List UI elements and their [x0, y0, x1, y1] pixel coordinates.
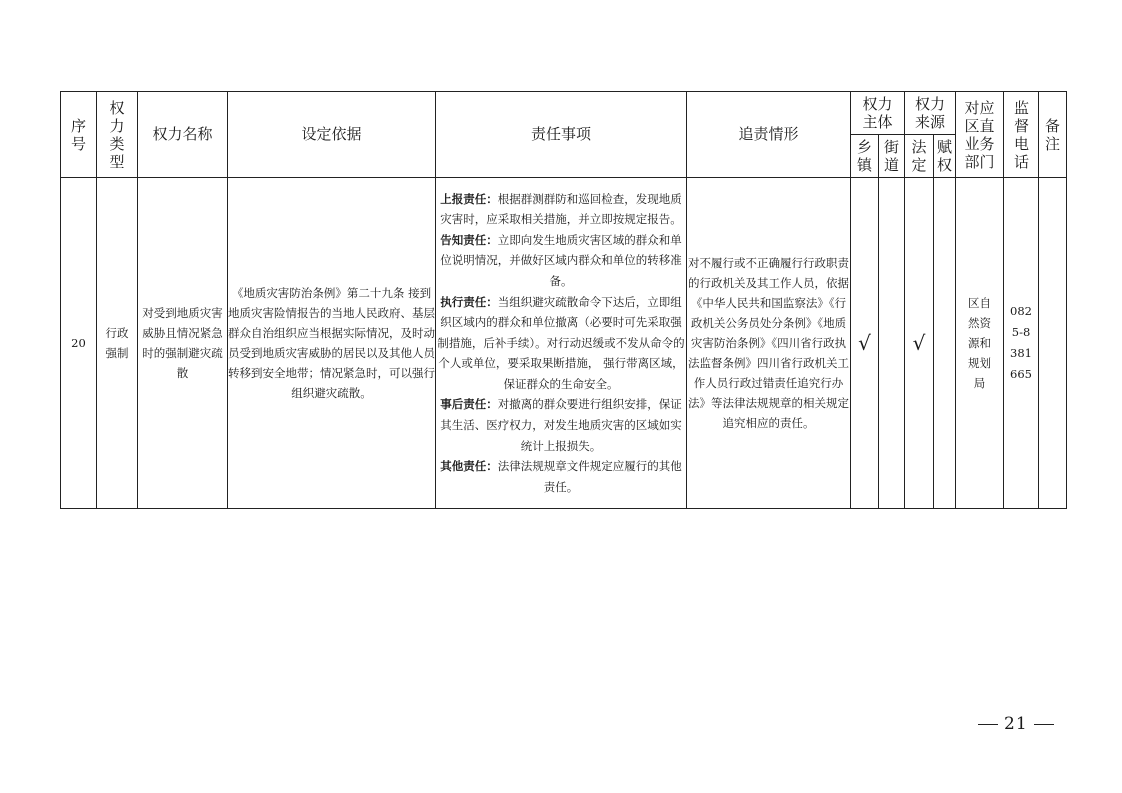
- header-row-top: [61, 92, 1067, 135]
- header-subject-street: 街道: [879, 135, 905, 178]
- header-power-name: 权力名称: [138, 92, 228, 178]
- row-granted-check: [934, 178, 956, 509]
- header-remark: 备注: [1039, 92, 1067, 178]
- row-legal-check: √: [905, 178, 934, 509]
- row-town-check: √: [851, 178, 879, 509]
- resp-item-after: 事后责任：对撤离的群众要进行组织安排，保证其生活、医疗权力，对发生地质灾害的区域如实统计上报损失。: [440, 397, 682, 453]
- row-dept: 区自然资源和规划局: [956, 178, 1004, 509]
- header-accountability: 追责情形: [687, 92, 851, 178]
- row-accountability: 对不履行或不正确履行行政职责的行政机关及其工作人员，依据《中华人民共和国监察法》《行政机关公务员处分条例》《地质灾害防治条例》《四川省行政执法监督条例》四川省行政机关工作人员行政过错责任追究行办法》等法律法规规章的相关规定追究相应的责任。: [687, 178, 851, 509]
- table-row: [61, 178, 1067, 509]
- row-remark: [1039, 178, 1067, 509]
- power-list-table: [60, 91, 1067, 509]
- row-responsibilities: [436, 178, 687, 509]
- resp-item-other: 其他责任：法律法规规章文件规定应履行的其他责任。: [440, 459, 682, 494]
- header-source-legal: 法定: [905, 135, 934, 178]
- header-dept: 对应区直业务部门: [956, 92, 1004, 178]
- row-power-type: 行政强制: [97, 178, 138, 509]
- header-seq: 序号: [61, 92, 97, 178]
- row-seq: 20: [61, 178, 97, 509]
- header-source-granted: 赋权: [934, 135, 956, 178]
- header-power-type: 权力类型: [97, 92, 138, 178]
- header-subject-town: 乡镇: [851, 135, 879, 178]
- page-footer: [972, 714, 1060, 734]
- header-basis: 设定依据: [228, 92, 436, 178]
- header-subject: 权力主体: [851, 92, 905, 135]
- page-number: 21: [1004, 714, 1028, 734]
- header-source: 权力来源: [905, 92, 956, 135]
- footer-dash-left: [978, 724, 998, 725]
- resp-item-notify: 告知责任：立即向发生地质灾害区域的群众和单位说明情况，并做好区域内群众和单位的转移准备。: [440, 232, 682, 288]
- row-street-check: [879, 178, 905, 509]
- header-responsibility: 责任事项: [436, 92, 687, 178]
- row-power-name: 对受到地质灾害威胁且情况紧急时的强制避灾疏散: [138, 178, 228, 509]
- resp-item-report: 上报责任：根据群测群防和巡回检查，发现地质灾害时，应采取相关措施，并立即按规定报告。: [440, 191, 682, 227]
- row-phone: 0825-8381665: [1004, 178, 1039, 509]
- footer-dash-right: [1034, 724, 1054, 725]
- row-basis: 《地质灾害防治条例》第二十九条 接到地质灾害险情报告的当地人民政府、基层群众自治组织应当根据实际情况，及时动员受到地质灾害威胁的居民以及其他人员转移到安全地带；情况紧急时，可以强行组织避灾疏散。: [228, 178, 436, 509]
- resp-item-execute: 执行责任：当组织避灾疏散命令下达后，立即组织区域内的群众和单位撤离（必要时可先采取强制措施，后补手续）。对行动迟缓或不发从命令的个人或单位，要采取果断措施， 强行带离区域，保证群众的生命安全。: [437, 294, 685, 391]
- header-phone: 监督电话: [1004, 92, 1039, 178]
